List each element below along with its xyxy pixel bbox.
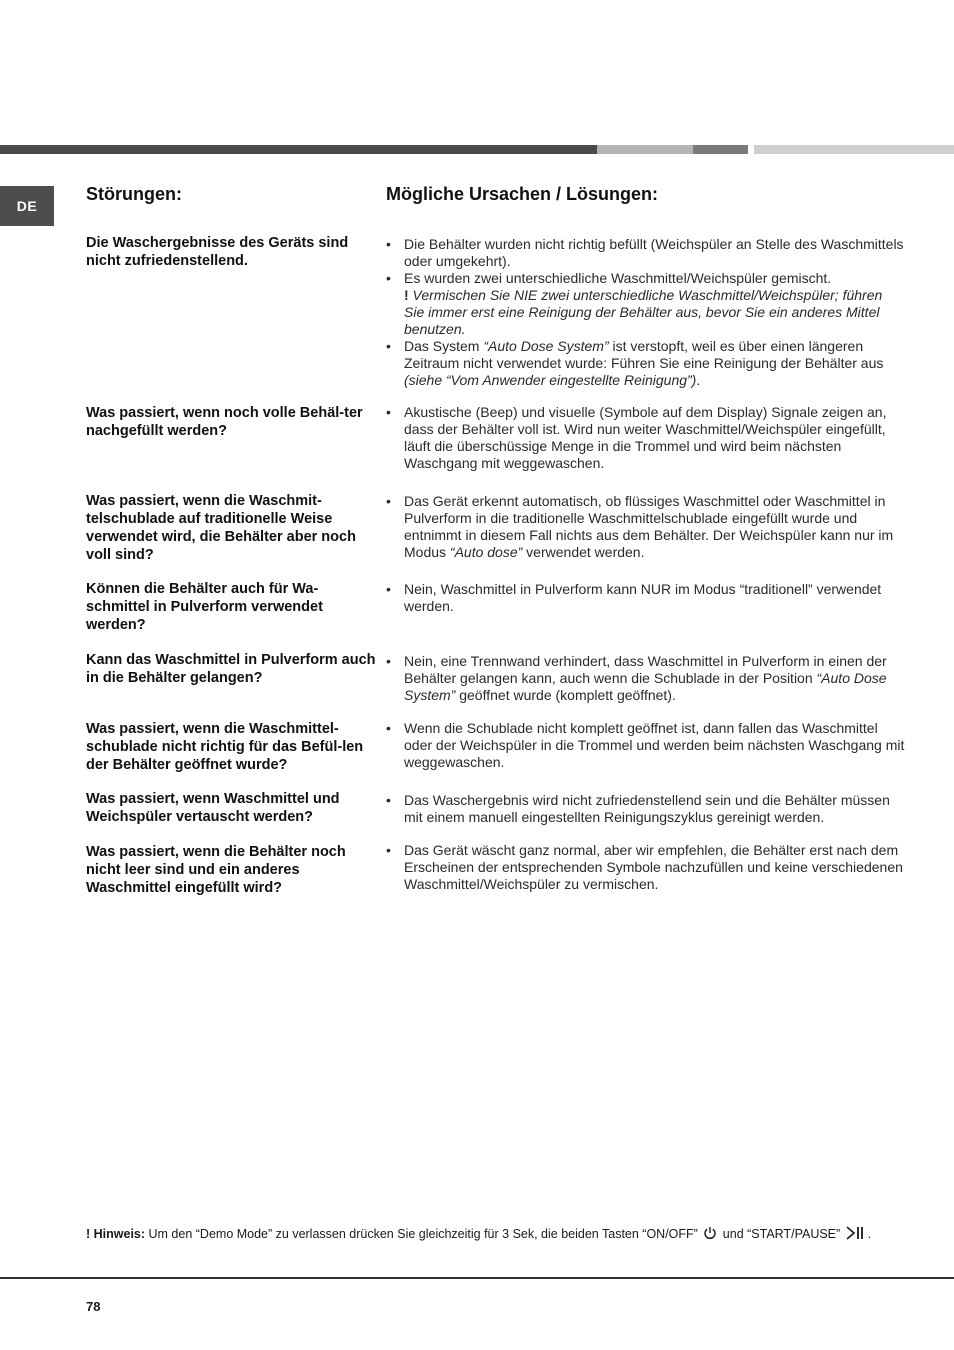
note-text-end: . (867, 1227, 872, 1241)
solution-list (386, 842, 906, 893)
problem-question: Was passiert, wenn noch volle Behäl-ter nachgefüllt werden? (86, 405, 363, 439)
solution-item (386, 581, 906, 615)
page-number: 78 (86, 1299, 101, 1314)
problem-question: Was passiert, wenn die Waschmittel-schublade nicht richtig für das Befül-len der Behälter geöffnet wurde? (86, 721, 364, 773)
bullet-marker: • (386, 842, 391, 858)
language-tab: DE (0, 186, 54, 226)
solution-text: Das Gerät erkennt automatisch, ob flüssiges Waschmittel oder Waschmittel in Pulverform in die traditionelle Waschmittelschublade eingefüllt wurde und entnimmt in diesem Fall nichts aus dem Behälter. Der Weichspüler kann nur im Modus (404, 493, 894, 560)
solution-text: Nein, Waschmittel in Pulverform kann NUR im Modus “traditionell” verwendet werden. (404, 581, 882, 614)
bottom-rule (0, 1277, 954, 1279)
solution-item (386, 842, 906, 893)
solution-item (386, 493, 906, 561)
solution-text: “Auto Dose System” (404, 670, 887, 703)
top-color-bar (0, 145, 954, 154)
bar-segment (597, 145, 693, 154)
note (86, 1226, 926, 1241)
solution-item (386, 653, 906, 704)
solution-list (386, 792, 906, 826)
solution-text: . (696, 372, 701, 388)
bullet-marker: • (386, 404, 391, 420)
problem-question: Was passiert, wenn Waschmittel und Weichspüler vertauscht werden? (86, 791, 340, 825)
problem-question: Was passiert, wenn die Waschmit-telschublade auf traditionelle Weise verwendet wird, die Behälter aber noch voll sind? (86, 493, 356, 563)
solution-list (386, 720, 906, 771)
solution-text: Nein, eine Trennwand verhindert, dass Waschmittel in Pulverform in einen der Behälter gelangen kann, auch wenn die Schublade in der Position (404, 653, 887, 686)
bar-segment (693, 145, 748, 154)
bullet-marker: • (386, 270, 391, 286)
bullet-marker: • (386, 338, 391, 354)
bar-segment (754, 145, 954, 154)
solution-text: ist verstopft, weil es über einen längeren Zeitraum nicht verwendet wurde: Führen Sie eine Reinigung der Behälter aus (404, 338, 884, 371)
solution-text: Akustische (Beep) und visuelle (Symbole auf dem Display) Signale zeigen an, dass der Behälter voll ist. Wird nun weiter Waschmittel/Weichspüler eingefüllt, läuft die überschüssige Menge in die Trommel und wird beim nächsten Waschgang mit weggewaschen. (404, 404, 887, 471)
bullet-marker: • (386, 792, 391, 808)
solution-list (386, 653, 906, 704)
solution-item (386, 270, 906, 338)
solution-list (386, 404, 906, 472)
solution-text: Das System (404, 338, 484, 354)
solution-item (386, 236, 906, 270)
warning-mark: ! (404, 287, 409, 303)
bullet-marker: • (386, 581, 391, 597)
solution-text: Vermischen Sie NIE zwei unterschiedliche Waschmittel/Weichspüler; führen Sie immer erst eine Reinigung der Behälter aus, bevor Sie ein anderes Mittel benutzen. (404, 287, 883, 337)
solution-list (386, 493, 906, 561)
bullet-marker: • (386, 720, 391, 736)
problems-heading: Störungen: (86, 184, 182, 204)
note-text: Um den “Demo Mode” zu verlassen drücken Sie gleichzeitig für 3 Sek, die beiden Tasten “ON/OFF” (145, 1227, 702, 1241)
solution-item (386, 792, 906, 826)
solution-text: geöffnet wurde (komplett geöffnet). (455, 687, 676, 703)
solution-item (386, 338, 906, 389)
solution-text: “Auto Dose System” (483, 338, 609, 354)
solution-text: “Auto dose” (449, 544, 523, 560)
solution-text: Das Gerät wäscht ganz normal, aber wir empfehlen, die Behälter erst nach dem Erscheinen der entsprechenden Symbole nachzufüllen und keine verschiedenen Waschmittel/Weichspüler zu vermischen. (404, 842, 903, 892)
note-text-middle: und “START/PAUSE” (719, 1227, 844, 1241)
bullet-marker: • (386, 493, 391, 509)
solution-item (386, 720, 906, 771)
solution-text: verwendet werden. (522, 544, 645, 560)
solution-text: Wenn die Schublade nicht komplett geöffnet ist, dann fallen das Waschmittel oder der Weichspüler in die Trommel und werden beim nächsten Waschgang mit weggewaschen. (404, 720, 905, 770)
power-icon (703, 1226, 717, 1240)
problem-question: Können die Behälter auch für Wa-schmittel in Pulverform verwendet werden? (86, 581, 323, 633)
solution-item (386, 404, 906, 472)
solution-text: Das Waschergebnis wird nicht zufriedenstellend sein und die Behälter müssen mit einem manuell eingestellten Reinigungszyklus gereinigt werden. (404, 792, 890, 825)
problem-question: Die Waschergebnisse des Geräts sind nicht zufriedenstellend. (86, 235, 349, 269)
solution-text: Es wurden zwei unterschiedliche Waschmittel/Weichspüler gemischt. (404, 270, 832, 286)
problem-question: Was passiert, wenn die Behälter noch nicht leer sind und ein anderes Waschmittel eingefüllt wird? (86, 844, 346, 896)
solution-list (386, 581, 906, 615)
note-label: ! Hinweis: (86, 1227, 146, 1241)
start-pause-icon (846, 1226, 866, 1240)
solution-text: Die Behälter wurden nicht richtig befüllt (Weichspüler an Stelle des Waschmittels oder umgekehrt). (404, 236, 904, 269)
bullet-marker: • (386, 653, 391, 669)
problem-question: Kann das Waschmittel in Pulverform auch in die Behälter gelangen? (86, 652, 376, 686)
bullet-marker: • (386, 236, 391, 252)
causes-heading: Mögliche Ursachen / Lösungen: (386, 184, 659, 204)
solution-text: (siehe “Vom Anwender eingestellte Reinigung”) (404, 372, 697, 388)
solution-list (386, 236, 906, 389)
bar-segment (0, 145, 597, 154)
